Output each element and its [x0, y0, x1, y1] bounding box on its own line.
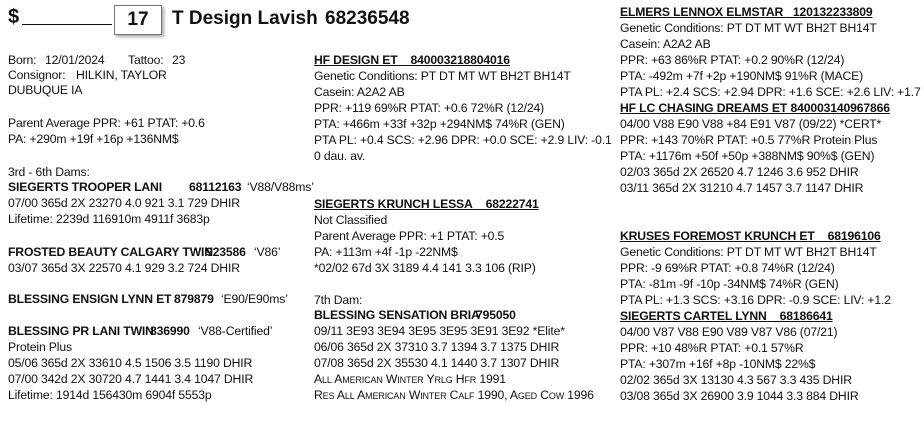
dam-score: ‘E90/E90ms’ — [221, 292, 288, 306]
dam-dam-name: SIEGERTS CARTEL LYNN 68186641 — [620, 309, 833, 323]
born-date: 12/01/2024 — [45, 53, 105, 67]
dam-sire-ppr: PPR: -9 69%R PTAT: +0.8 74%R (12/24) — [620, 261, 835, 275]
sire-pta: PTA: +466m +33f +32p +294NM$ 74%R (GEN) — [314, 117, 565, 131]
seventh-dam-honor: All American Winter Yrlg Hfr 1991 — [314, 372, 506, 386]
consignor-label: Consignor: — [8, 68, 66, 82]
sire-genetic-conditions: Genetic Conditions: PT DT MT WT BH2T BH14T — [314, 69, 571, 83]
pa-line: PA: +290m +19f +16p +136NM$ — [8, 132, 179, 146]
dam-protein-plus: Protein Plus — [8, 340, 72, 354]
dam-record: 03/07 365d 3X 22570 4.1 929 3.2 724 DHIR — [8, 261, 240, 275]
sire-daughters: 0 dau. av. — [314, 149, 366, 163]
sire-sire-pta: PTA: -492m +7f +2p +190NM$ 91%R (MACE) — [620, 69, 864, 83]
dam-sire-genetic-conditions: Genetic Conditions: PT DT MT WT BH2T BH14T — [620, 245, 877, 259]
seventh-dam-classification: 09/11 3E93 3E94 3E95 3E95 3E91 3E92 *Elite* — [314, 324, 565, 338]
consignor-name: HILKIN, TAYLOR — [76, 68, 167, 82]
seventh-dam-heading: 7th Dam: — [314, 293, 363, 307]
dam-name: SIEGERTS TROOPER LANI — [8, 180, 162, 194]
dam-dam-classification: 04/00 V87 V88 E90 V89 V87 V86 (07/21) — [620, 325, 838, 339]
dam-dam-record: 03/08 365d 3X 26900 3.9 1044 3.3 884 DHIR — [620, 389, 859, 403]
dam-main-parent-average: Parent Average PPR: +1 PTAT: +0.5 — [314, 229, 505, 243]
dam-name: BLESSING PR LANI TWIN — [8, 324, 154, 338]
tattoo-value: 23 — [172, 53, 186, 67]
sire-dam-ppr: PPR: +143 70%R PTAT: +0.5 77%R Protein Plus — [620, 133, 878, 147]
tattoo-label: Tattoo: — [128, 53, 164, 67]
dams-heading: 3rd - 6th Dams: — [8, 165, 90, 179]
dam-record: 07/00 342d 2X 30720 4.7 1441 3.4 1047 DHIR — [8, 372, 254, 386]
sire-dam-pta: PTA: +1176m +50f +50p +388NM$ 90%$ (GEN) — [620, 149, 875, 163]
sire-ppr: PPR: +119 69%R PTAT: +0.6 72%R (12/24) — [314, 101, 545, 115]
dam-main-name: SIEGERTS KRUNCH LESSA 68222741 — [314, 197, 539, 211]
parent-average-line: Parent Average PPR: +61 PTAT: +0.6 — [8, 116, 205, 130]
dam-sire-pta-pl: PTA PL: +1.3 SCS: +3.16 DPR: -0.9 SCE: LIV: +1.2 — [620, 293, 891, 307]
sire-dam-name: HF LC CHASING DREAMS ET 840003140967866 — [620, 101, 890, 115]
dam-reg: 836990 — [150, 324, 190, 338]
dam-main-record: *02/02 67d 3X 3189 4.4 141 3.3 106 (RIP) — [314, 261, 536, 275]
dam-name: FROSTED BEAUTY CALGARY TWIN — [8, 245, 213, 259]
dam-dam-ppr: PPR: +10 48%R PTAT: +0.1 57%R — [620, 341, 804, 355]
dam-score: ‘V88/V88ms’ — [247, 180, 314, 194]
seventh-dam-name: BLESSING SENSATION BRIA — [314, 308, 480, 322]
sire-sire-genetic-conditions: Genetic Conditions: PT DT MT WT BH2T BH14T — [620, 21, 877, 35]
dam-sire-pta: PTA: -81m -9f -10p -34NM$ 74%R (GEN) — [620, 277, 839, 291]
dam-lifetime: Lifetime: 2239d 116910m 4911f 3683p — [8, 212, 210, 226]
sire-dam-record: 02/03 365d 2X 26520 4.7 1246 3.6 952 DHIR — [620, 165, 859, 179]
sire-dam-record: 03/11 365d 2X 31210 4.7 1457 3.7 1147 DHIR — [620, 181, 864, 195]
dam-main-classification: Not Classified — [314, 213, 388, 227]
sire-dam-classification: 04/00 V88 E90 V88 +84 E91 V87 (09/22) *CERT* — [620, 117, 882, 131]
dam-reg: 68112163 — [189, 180, 242, 194]
sire-sire-name: ELMERS LENNOX ELMSTAR 120132233809 — [620, 5, 873, 19]
seventh-dam-honor: Res All American Winter Calf 1990, Aged Cow 1996 — [314, 388, 594, 402]
dam-dam-pta: PTA: +307m +16f +8p -10NM$ 22%$ — [620, 357, 816, 371]
seventh-dam-record: 07/08 365d 2X 35530 4.1 1440 3.7 1307 DHIR — [314, 356, 560, 370]
seventh-dam-reg: 795050 — [476, 308, 516, 322]
lot-number-box: 17 — [114, 5, 162, 35]
consignor-location: DUBUQUE IA — [8, 83, 83, 97]
sire-sire-casein: Casein: A2A2 AB — [620, 37, 711, 51]
sire-pta-pl: PTA PL: +0.4 SCS: +2.96 DPR: +0.0 SCE: +2.9 LIV: -0.1 — [314, 133, 612, 147]
dam-reg: 879879 — [174, 292, 214, 306]
dam-lifetime: Lifetime: 1914d 156430m 6904f 5553p — [8, 388, 212, 402]
dam-main-pa: PA: +113m +4f -1p -22NM$ — [314, 245, 458, 259]
sire-casein: Casein: A2A2 AB — [314, 85, 405, 99]
price-blank-line — [22, 24, 112, 25]
dam-record: 05/06 365d 2X 33610 4.5 1506 3.5 1190 DHIR — [8, 356, 253, 370]
dam-sire-name: KRUSES FOREMOST KRUNCH ET 68196106 — [620, 229, 881, 243]
seventh-dam-record: 06/06 365d 2X 37310 3.7 1394 3.7 1375 DHIR — [314, 340, 560, 354]
dam-reg: 923586 — [206, 245, 246, 259]
dam-score: ‘V86’ — [254, 245, 281, 259]
price-dollar-sign: $ — [8, 6, 20, 28]
sire-sire-ppr: PPR: +63 86%R PTAT: +0.2 90%R (12/24) — [620, 53, 845, 67]
dam-name: BLESSING ENSIGN LYNN ET — [8, 292, 172, 306]
dam-dam-record: 02/02 365d 3X 13130 4.3 567 3.3 435 DHIR — [620, 373, 852, 387]
dam-record: 07/00 365d 2X 23270 4.0 921 3.1 729 DHIR — [8, 196, 240, 210]
sire-name: HF DESIGN ET 840003218804016 — [314, 53, 510, 67]
born-label: Born: — [8, 53, 37, 67]
animal-name: T Design Lavish — [172, 8, 318, 29]
dam-score: ‘V88-Certified’ — [198, 324, 273, 338]
registration-number: 68236548 — [325, 8, 410, 29]
sire-sire-pta-pl: PTA PL: +2.4 SCS: +2.94 DPR: +1.6 SCE: +2.6 LIV: +1.7 — [620, 85, 921, 99]
